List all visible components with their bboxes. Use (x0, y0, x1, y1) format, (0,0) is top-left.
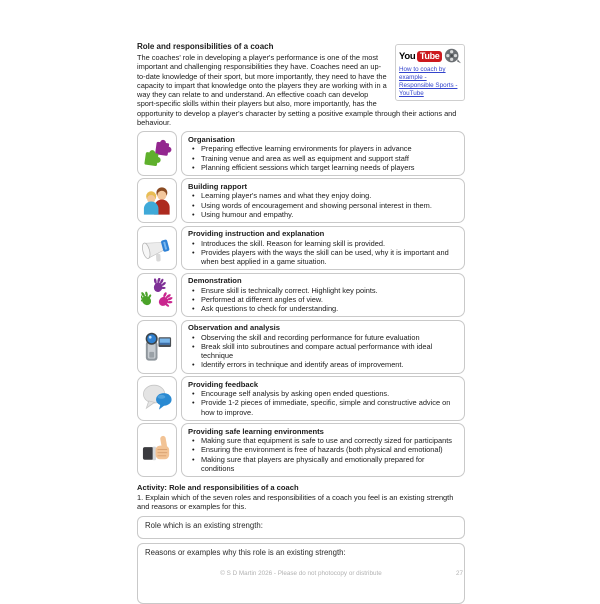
youtube-panel (395, 44, 465, 101)
section-card (181, 131, 465, 176)
bullet-item: • Training venue and area as well as equipment and support staff (188, 154, 458, 163)
bullet-item: • Using humour and empathy. (188, 210, 458, 219)
section-title: Providing safe learning environments (188, 426, 324, 436)
youtube-logo (399, 48, 461, 64)
section-organisation (137, 131, 465, 176)
intro-paragraph: The coaches' role in developing a player's performance is one of the most important and challenging responsibilities they have. Coaches need an up-to-date knowledge of their sport, but more importantly, they need to have the capacity to impart that knowledge onto the players they are working with in a way they can relate to and understand. An effective coach can develop sport-specific skills within their players but also, more importantly, has the opportunity to develop a player's character by setting a positive example through their actions and behaviour. (137, 53, 457, 128)
activity-instruction: 1. Explain which of the seven roles and responsibilities of a coach you feel is an existing strength and reasons or examples for this. (137, 492, 454, 511)
bullet-item: • Observing the skill and recording performance for future evaluation (188, 333, 458, 342)
icon-card (137, 178, 177, 223)
bullet-item: • Using words of encouragement and showing personal interest in them. (188, 201, 458, 210)
bullet-item: • Making sure that equipment is safe to use and correctly sized for participants (188, 436, 458, 445)
youtube-logo-tube: Tube (417, 51, 442, 62)
section-title: Building rapport (188, 181, 248, 191)
bullet-item: • Ensuring the environment is free of hazards (both physical and emotional) (188, 445, 458, 454)
section-title: Providing instruction and explanation (188, 229, 325, 239)
section-title: Organisation (188, 134, 235, 144)
page-number: 27 (455, 570, 463, 577)
bullet-list (188, 144, 458, 172)
section-title: Providing feedback (188, 379, 259, 389)
answer-box-strength (137, 516, 465, 539)
activity-section (137, 483, 465, 604)
section-card (181, 423, 465, 477)
bullet-item: • Ensure skill is technically correct. Highlight key points. (188, 286, 458, 295)
bullet-list (188, 436, 458, 473)
bullet-item: • Encourage self analysis by asking open ended questions. (188, 389, 458, 398)
section-title: Observation and analysis (188, 323, 281, 333)
page-title: Role and responsibilities of a coach (137, 42, 274, 51)
answer-box-label: Reasons or examples why this role is an existing strength: (145, 548, 346, 558)
bullet-item: • Introduces the skill. Reason for learning skill is provided. (188, 239, 458, 248)
bullet-item: • Preparing effective learning environments for players in advance (188, 144, 458, 153)
sections-list (137, 131, 465, 477)
section-instruction (137, 226, 465, 271)
section-safe-environments (137, 423, 465, 477)
section-demonstration (137, 273, 465, 318)
people-icon (141, 184, 174, 218)
answer-box-label: Role which is an existing strength: (145, 521, 263, 531)
bullet-item: • Making sure that players are physically and emotionally prepared for conditions (188, 455, 458, 473)
bullet-item: • Learning player's names and what they enjoy doing. (188, 191, 458, 200)
thumbs-up-icon (141, 433, 174, 467)
bullet-item: • Ask questions to check for understanding. (188, 304, 458, 313)
bullet-item: • Performed at different angles of view. (188, 295, 458, 304)
section-card (181, 320, 465, 374)
bullet-item: • Break skill into subroutines and compare actual performance with ideal technique (188, 342, 458, 360)
page-footer (137, 570, 465, 577)
section-card (181, 376, 465, 421)
copyright-text: © S D Martin 2026 - Please do not photocopy or distribute (220, 570, 382, 577)
puzzle-icon (141, 137, 174, 171)
bullet-list (188, 286, 458, 314)
bullet-item: • Planning efficient sessions which target learning needs of players (188, 163, 458, 172)
handprints-icon (141, 278, 174, 312)
icon-card (137, 131, 177, 176)
film-reel-icon (444, 48, 461, 64)
icon-card (137, 423, 177, 477)
bullet-list (188, 333, 458, 370)
icon-card (137, 376, 177, 421)
camcorder-icon (141, 330, 174, 364)
section-building-rapport (137, 178, 465, 223)
icon-card (137, 226, 177, 271)
activity-title: Activity: Role and responsibilities of a coach (137, 483, 299, 493)
document-page (137, 42, 465, 604)
bullet-list (188, 239, 458, 267)
section-title: Demonstration (188, 276, 242, 286)
megaphone-icon (141, 231, 174, 265)
bullet-list (188, 389, 458, 417)
bullet-item: • Provide 1-2 pieces of immediate, specific, simple and constructive advice on how to improve. (188, 398, 458, 416)
icon-card (137, 273, 177, 318)
section-card (181, 273, 465, 318)
bullet-item: • Identify errors in technique and identify areas of improvement. (188, 360, 458, 369)
section-feedback (137, 376, 465, 421)
youtube-logo-you: You (399, 50, 416, 62)
speech-bubbles-icon (141, 381, 174, 415)
section-card (181, 226, 465, 271)
section-card (181, 178, 465, 223)
section-observation (137, 320, 465, 374)
icon-card (137, 320, 177, 374)
bullet-item: • Provides players with the ways the skill can be used, why it is important and when best applied in a game situation. (188, 248, 458, 266)
bullet-list (188, 191, 458, 219)
youtube-link[interactable]: How to coach by example - Responsible Sports - YouTube (399, 66, 458, 97)
